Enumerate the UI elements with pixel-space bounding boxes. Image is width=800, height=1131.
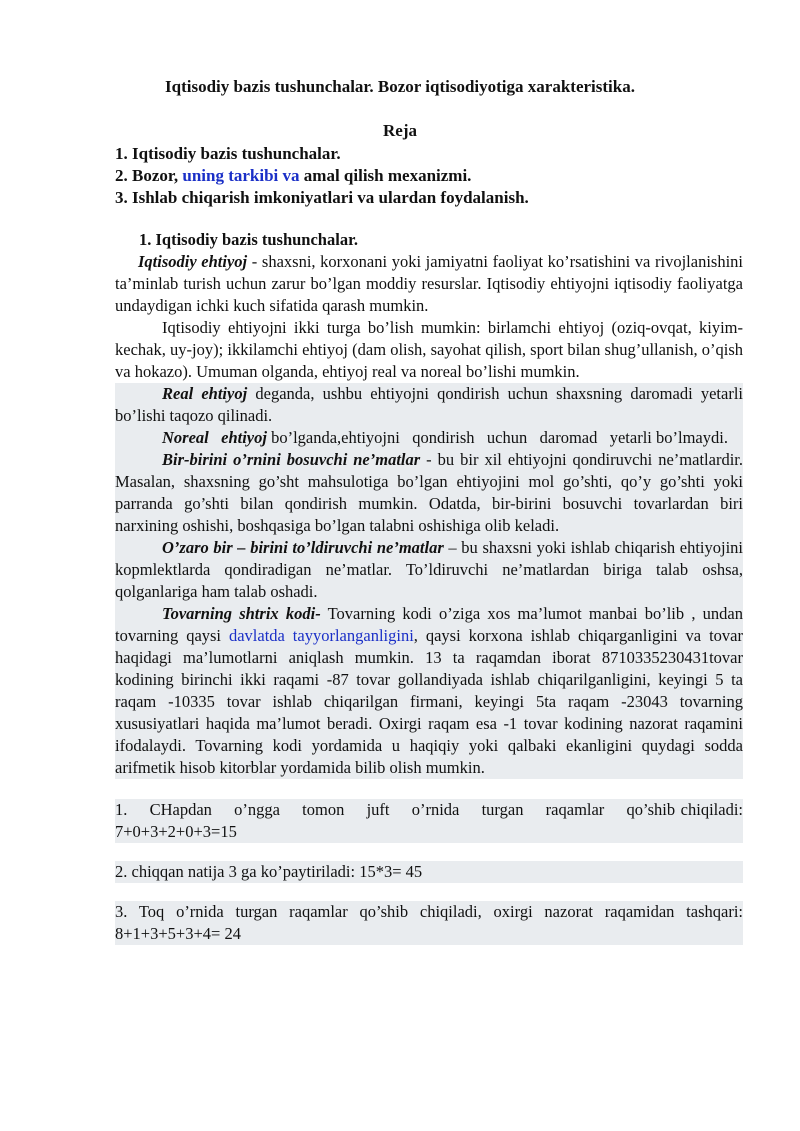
check-step-3: 3. Toq o’rnida turgan raqamlar qo’shib chiqiladi, oxirgi nazorat raqamidan tashqari: 8+1+3+5+3+4= 24 <box>115 902 743 943</box>
plan-item-2 <box>115 165 529 187</box>
paragraph-ehtiyoj <box>115 251 743 317</box>
term-noreal-ehtiyoj: Noreal ehtiyoj <box>162 428 267 447</box>
section-heading: 1. Iqtisodiy bazis tushunchalar. <box>139 230 359 249</box>
plan-heading: Reja <box>383 121 417 140</box>
paragraph-real-ehtiyoj <box>115 383 743 427</box>
term-iqtisodiy-ehtiyoj: Iqtisodiy ehtiyoj <box>138 252 248 271</box>
plan-item-1: 1. Iqtisodiy bazis tushunchalar. <box>115 144 341 163</box>
substitute-goods-definition: - bu bir xil ehtiyojni qondiruvchi ne’matlardir. Masalan, shaxsning go’sht mahsulotiga bo’lgan ehtiyojini mol go’shti, qo’y go’shti yoki parranda go’shti bilan qondirish mumkin. Odatda, bir-birini bosuvchi tovarlardan biri narxining oshishi, boshqasiga bo’lgan talabni oshishiga olib keladi. <box>115 450 743 535</box>
plan-item-2-text-c: amal qilish mexanizmi. <box>299 166 472 185</box>
barcode-text-a: Tovarning kodi o’ziga xos ma’lumot manbai bo’lib , undan tovarning qaysi <box>115 604 743 645</box>
term-barcode: Tovarning shtrix kodi- <box>162 604 321 623</box>
paragraph-complements <box>115 537 743 603</box>
plan-list <box>115 143 529 209</box>
term-complementary-goods: O’zaro bir – birini to’ldiruvchi ne’matlar <box>162 538 444 557</box>
plan-item-2-text-a: 2. Bozor, <box>115 166 183 185</box>
document-title: Iqtisodiy bazis tushunchalar. Bozor iqtisodiyotiga xarakteristika. <box>165 77 635 96</box>
term-substitute-goods: Bir-birini o’rnini bosuvchi ne’matlar <box>162 450 421 469</box>
ehtiyoj-definition: - shaxsni, korxonani yoki jamiyatni faoliyat ko’rsatishini va rivojlanishini ta’minlab turish uchun zarur bo’lgan moddiy resurslar. Iqtisodiy ehtiyojni iqtisodiy faoliyatga undaydigan ichki kuch sifatida qarash mumkin. <box>115 252 743 315</box>
paragraph-substitutes <box>115 449 743 537</box>
term-real-ehtiyoj: Real ehtiyoj <box>162 384 248 403</box>
noreal-ehtiyoj-definition: bo’lganda,ehtiyojni qondirish uchun daromad yetarli bo’lmaydi. <box>266 428 728 447</box>
check-step-2: 2. chiqqan natija 3 ga ko’paytiriladi: 15*3= 45 <box>115 861 743 883</box>
paragraph-barcode <box>115 603 743 779</box>
section-1 <box>115 229 748 945</box>
barcode-text-b: , qaysi korxona ishlab chiqarganligini va tovar haqidagi ma’lumotlarni aniqlash mumkin. 13 ta raqamdan iborat 8710335230431tovar kodining birinchi ikki raqami -87 tovar gollandiyada ishlab chiqarilganligini, keyingi 5 ta raqam -10335 tovar ishlab chiqarilgan firmani, keyingi 5ta raqam -23043 tovarning xususiyatlari haqida ma’lumot beradi. Oxirgi raqam esa -1 tovar kodining nazorat raqamini ifodalaydi. Tovarning kodi yordamida u haqiqiy yoki qalbaki ekanligini quydagi sodda arifmetik hisob kitorblar yordamida bilib olish mumkin. <box>115 626 743 777</box>
complementary-goods-definition: – bu shaxsni yoki ishlab chiqarish ehtiyojini kopmlektlarda qondiradigan ne’matlar. To’ldiruvchi ne’matlardan biriga talab oshsa, qolganlariga ham talab oshadi. <box>115 538 744 601</box>
plan-item-3: 3. Ishlab chiqarish imkoniyatlari va ulardan foydalanish. <box>115 188 529 207</box>
barcode-highlight: davlatda tayyorlanganligini <box>228 626 414 645</box>
check-step-1: 1. CHapdan o’ngga tomon juft o’rnida turgan raqamlar qo’shib chiqiladi: 7+0+3+2+0+3=15 <box>115 800 748 841</box>
plan-item-2-highlight: uning tarkibi va <box>182 166 300 185</box>
paragraph-noreal-ehtiyoj <box>115 427 743 449</box>
paragraph-ehtiyoj-types: Iqtisodiy ehtiyojni ikki turga bo’lish mumkin: birlamchi ehtiyoj (oziq-ovqat, kiyim-kechak, uy-joy); ikkilamchi ehtiyoj (dam olish, sayohat qilish, sport bilan shug’ullanish, o’qish va hokazo). Umuman olganda, ehtiyoj real va noreal bo’lishi mumkin. <box>115 318 743 381</box>
real-ehtiyoj-definition: deganda, ushbu ehtiyojni qondirish uchun shaxsning daromadi yetarli bo’lishi taqozo qilinadi. <box>115 384 743 425</box>
